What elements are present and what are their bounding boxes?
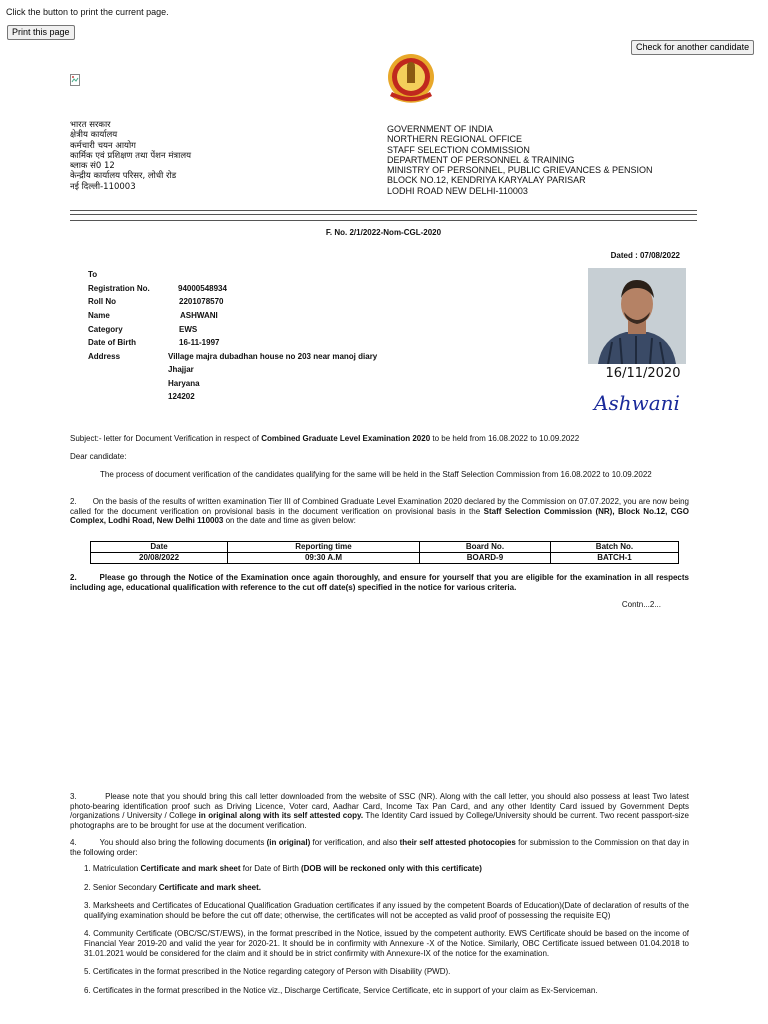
- list-item: [84, 901, 689, 920]
- column-header: Board No.: [419, 542, 550, 553]
- header-divider: [70, 214, 697, 215]
- hindi-line: नई दिल्ली-110003: [70, 181, 136, 192]
- category-value: EWS: [179, 325, 198, 334]
- paragraph-1: The process of document verification of the candidates qualifying for the same will be held in the Staff Selection Commission from 16.08.2022 to 10.09.2022: [100, 470, 652, 479]
- hindi-line: कार्मिक एवं प्रशिक्षण तथा पेंशन मंत्रालय: [70, 150, 192, 161]
- roll-value: 2201078570: [179, 297, 224, 306]
- candidate-signature: Ashwani: [594, 391, 680, 415]
- paragraph-number: 2.: [70, 497, 77, 506]
- registration-label: Registration No.: [88, 284, 150, 293]
- hindi-line: क्षेत्रीय कार्यालय: [70, 130, 118, 141]
- item-text: 3. Marksheets and Certificates of Educational Qualification Graduation certificates if any issued by the competent Boards of Education)(Date of declaration of results of the qualifying examination should be before the cut off date; otherwise, the certificates will not be accepted as valid proof of possessing the requisite EQ): [84, 901, 689, 920]
- column-header: Reporting time: [228, 542, 420, 553]
- english-line: BLOCK NO.12, KENDRIYA KARYALAY PARISAR: [387, 175, 586, 186]
- dob-label: Date of Birth: [88, 338, 136, 347]
- table-header-row: [91, 542, 679, 553]
- hindi-line: केन्द्रीय कार्यालय परिसर, लोधी रोड: [70, 171, 177, 182]
- english-line: NORTHERN REGIONAL OFFICE: [387, 134, 523, 145]
- table-cell: BOARD-9: [419, 553, 550, 564]
- paragraph-text: for submission to the Commission on that day in the following order:: [70, 838, 690, 857]
- paragraph-text: for verification, and also: [310, 838, 400, 847]
- paragraph-2: [70, 497, 689, 526]
- subject-text: Subject:- letter for Document Verification in respect of: [70, 434, 262, 443]
- dob-value: 16-11-1997: [179, 338, 220, 347]
- to-label: To: [88, 270, 98, 279]
- paragraph-text: on the date and time as given below:: [223, 516, 356, 526]
- check-another-candidate-button[interactable]: Check for another candidate: [631, 40, 754, 55]
- hindi-line: भारत सरकार: [70, 120, 111, 130]
- paragraph-emphasis: their self attested photocopies: [399, 838, 516, 847]
- category-label: Category: [88, 325, 123, 334]
- broken-image-icon: [70, 73, 80, 85]
- table-cell: 20/08/2022: [91, 553, 228, 564]
- registration-value: 94000548934: [178, 284, 227, 293]
- item-text: 4. Community Certificate (OBC/SC/ST/EWS), in the format prescribed in the Notice, issued by the competent authority. EWS Certificate should be based on the income of Financial Year 2019-20 and valid the year for 2020-21. It should be in confirmity with Annexure -X of the Notice. Similarly, OBC Certificate issued between 01.04.2018 to 31.01.2021 would be considered for the claim and it should be in strict confirmity with Annexure-IX of the notice for the examination.: [84, 929, 689, 958]
- english-address-block: [387, 124, 697, 196]
- paragraph-eligibility: [70, 573, 689, 592]
- item-text: 5. Certificates in the format prescribed in the Notice regarding category of Person with Disability (PWD).: [84, 967, 451, 977]
- continued-marker: Contn...2...: [621, 600, 661, 609]
- english-line: STAFF SELECTION COMMISSION: [387, 144, 530, 155]
- venue-address: Staff Selection Commission (NR), Block No.12, CGO Complex, Lodhi Road, New Delhi 110003: [70, 506, 690, 526]
- hindi-line: ब्लाक सं0 12: [70, 161, 115, 172]
- list-item: [84, 929, 689, 958]
- subject-line: [70, 434, 689, 444]
- print-button[interactable]: Print this page: [7, 25, 75, 40]
- photo-date: 16/11/2020: [605, 366, 681, 381]
- english-line: LODHI ROAD NEW DELHI-110003: [387, 185, 528, 196]
- letter-date: Dated : 07/08/2022: [610, 251, 680, 260]
- paragraph-text: On the basis of the results of written examination Tier III of Combined Graduate Level Examination 2020 declared by the Commission on 07.07.2022, you are now being called for the document verification on provisional basis in the document verification on provisional basis in the: [70, 497, 690, 516]
- print-instruction: Click the button to print the current page.: [6, 7, 169, 17]
- item-text: 2. Senior Secondary: [84, 882, 159, 892]
- paragraph-3: [70, 792, 689, 830]
- roll-label: Roll No: [88, 297, 116, 306]
- verification-schedule-table: [90, 541, 679, 564]
- ssc-emblem-logo: [386, 52, 436, 108]
- column-header: Batch No.: [550, 542, 678, 553]
- english-line: MINISTRY OF PERSONNEL, PUBLIC GRIEVANCES & PENSION: [387, 165, 653, 176]
- paragraph-text: You should also bring the following documents: [99, 838, 267, 847]
- paragraph-emphasis: in original along with its self attested copy.: [198, 811, 364, 821]
- paragraph-emphasis: (in original): [266, 838, 311, 847]
- column-header: Date: [91, 542, 228, 553]
- english-line: GOVERNMENT OF INDIA: [387, 124, 493, 134]
- item-text: 1. Matriculation: [84, 864, 141, 873]
- header-divider: [70, 220, 697, 221]
- list-item: [84, 967, 689, 977]
- name-label: Name: [88, 311, 110, 320]
- header-divider: [70, 210, 697, 211]
- exam-name: Combined Graduate Level Examination 2020: [261, 434, 431, 443]
- candidate-photo: [588, 268, 686, 364]
- list-item: [84, 864, 689, 874]
- file-number: F. No. 2/1/2022-Nom-CGL-2020: [325, 228, 442, 237]
- address-line: Village majra dubadhan house no 203 near manoj diary: [168, 352, 378, 361]
- address-line: 124202: [168, 392, 195, 401]
- paragraph-number: 4.: [70, 838, 77, 847]
- hindi-line: कर्मचारी चयन आयोग: [70, 140, 136, 151]
- documents-list: [84, 864, 689, 1004]
- paragraph-text: Please note that you should bring this call letter downloaded from the website of SSC (NR). Along with the call letter, you should also possess at least Two latest photo-bearing identification proof such as Driving Licence, Voter card, Aadhar Card, Income Tax Pan Card, and any other Identity Card issued by Government Depts /organizations / University / College: [70, 792, 689, 821]
- paragraph-4: [70, 838, 689, 857]
- address-line: Haryana: [168, 379, 200, 388]
- subject-dates: to be held from 16.08.2022 to 10.09.2022: [430, 434, 580, 443]
- table-cell: 09:30 A.M: [228, 553, 420, 564]
- name-value: ASHWANI: [180, 311, 218, 320]
- paragraph-text: The Identity Card issued by College/University should be current. Two recent passport-size photographs are to be brought for use at the document verification.: [70, 811, 689, 830]
- paragraph-number: 3.: [70, 792, 77, 801]
- item-emphasis: (DOB will be reckoned only with this certificate): [300, 864, 482, 873]
- paragraph-text: Please go through the Notice of the Examination once again thoroughly, and ensure for yourself that you are eligible for the examination in all respects including age, educational qualification with reference to the cut off date(s) specified in the notice for various criteria.: [70, 573, 689, 592]
- item-text: 6. Certificates in the format prescribed in the Notice viz., Discharge Certificate, Service Certificate, etc in support of your claim as Ex-Serviceman.: [84, 985, 598, 995]
- table-cell: BATCH-1: [550, 553, 678, 564]
- paragraph-number: 2.: [70, 573, 77, 582]
- greeting: Dear candidate:: [70, 452, 127, 461]
- list-item: [84, 986, 689, 996]
- item-text: for Date of Birth: [240, 864, 301, 873]
- english-line: DEPARTMENT OF PERSONNEL & TRAINING: [387, 154, 575, 165]
- list-item: [84, 883, 689, 893]
- hindi-address-block: [70, 120, 270, 192]
- item-emphasis: Certificate and mark sheet: [140, 864, 241, 873]
- address-label: Address: [88, 352, 121, 361]
- table-row: [91, 553, 679, 564]
- address-line: Jhajjar: [168, 365, 194, 374]
- item-emphasis: Certificate and mark sheet.: [158, 882, 261, 892]
